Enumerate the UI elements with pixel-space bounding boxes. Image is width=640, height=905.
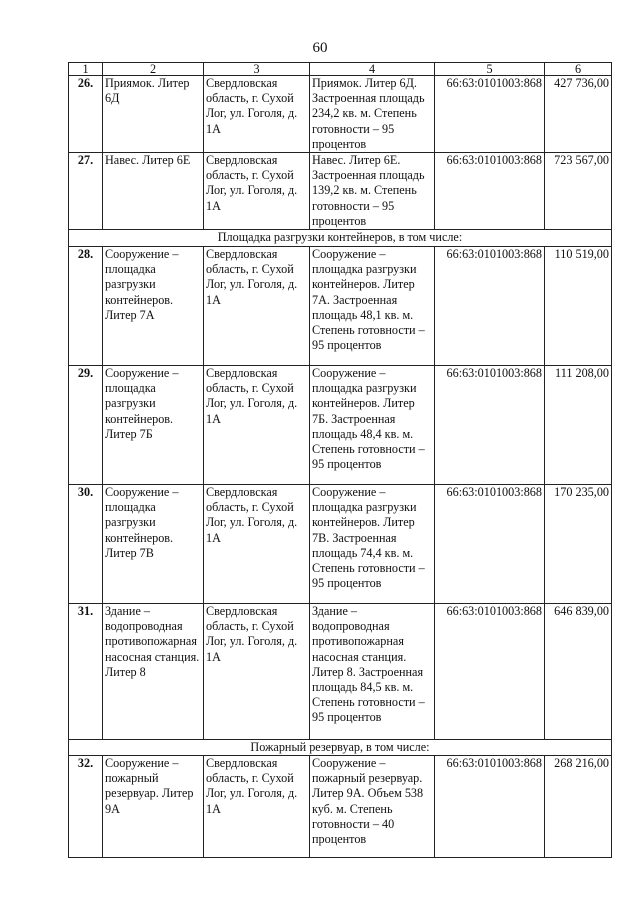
object-address: Свердловская область, г. Сухой Лог, ул. Гоголя, д. 1А <box>204 485 310 604</box>
row-number: 31. <box>69 604 103 740</box>
object-name: Навес. Литер 6Е <box>103 153 204 230</box>
cadastral-number: 66:63:0101003:868 <box>435 604 545 740</box>
book-value: 723 567,00 <box>545 153 612 230</box>
table-body <box>69 63 612 858</box>
object-description: Приямок. Литер 6Д. Застроенная площадь 234,2 кв. м. Степень готовности – 95 процентов <box>310 76 435 153</box>
book-value: 110 519,00 <box>545 247 612 366</box>
object-address: Свердловская область, г. Сухой Лог, ул. Гоголя, д. 1А <box>204 604 310 740</box>
object-description: Сооружение – площадка разгрузки контейнеров. Литер 7В. Застроенная площадь 74,4 кв. м. Степень готовности – 95 процентов <box>310 485 435 604</box>
header-cell: 1 <box>69 63 103 76</box>
book-value: 646 839,00 <box>545 604 612 740</box>
header-cell: 3 <box>204 63 310 76</box>
header-row <box>69 63 612 76</box>
table-row <box>69 604 612 740</box>
section-title: Пожарный резервуар, в том числе: <box>69 740 612 756</box>
section-row <box>69 740 612 756</box>
table-row <box>69 366 612 485</box>
header-cell: 5 <box>435 63 545 76</box>
table-row <box>69 153 612 230</box>
row-number: 26. <box>69 76 103 153</box>
table-row <box>69 756 612 858</box>
row-number: 27. <box>69 153 103 230</box>
object-name: Приямок. Литер 6Д <box>103 76 204 153</box>
row-number: 32. <box>69 756 103 858</box>
object-name: Сооружение – пожарный резервуар. Литер 9А <box>103 756 204 858</box>
cadastral-number: 66:63:0101003:868 <box>435 366 545 485</box>
header-cell: 2 <box>103 63 204 76</box>
cadastral-number: 66:63:0101003:868 <box>435 76 545 153</box>
object-address: Свердловская область, г. Сухой Лог, ул. Гоголя, д. 1А <box>204 76 310 153</box>
object-description: Здание – водопроводная противопожарная насосная станция. Литер 8. Застроенная площадь 84,5 кв. м. Степень готовности – 95 процентов <box>310 604 435 740</box>
object-address: Свердловская область, г. Сухой Лог, ул. Гоголя, д. 1А <box>204 153 310 230</box>
cadastral-number: 66:63:0101003:868 <box>435 756 545 858</box>
object-description: Сооружение – пожарный резервуар. Литер 9А. Объем 538 куб. м. Степень готовности – 40 процентов <box>310 756 435 858</box>
row-number: 30. <box>69 485 103 604</box>
object-description: Сооружение – площадка разгрузки контейнеров. Литер 7А. Застроенная площадь 48,1 кв. м. Степень готовности – 95 процентов <box>310 247 435 366</box>
object-address: Свердловская область, г. Сухой Лог, ул. Гоголя, д. 1А <box>204 756 310 858</box>
page-number: 60 <box>312 40 328 56</box>
row-number: 28. <box>69 247 103 366</box>
section-row <box>69 230 612 247</box>
object-name: Сооружение – площадка разгрузки контейнеров. Литер 7В <box>103 485 204 604</box>
object-name: Сооружение – площадка разгрузки контейнеров. Литер 7А <box>103 247 204 366</box>
row-number: 29. <box>69 366 103 485</box>
book-value: 170 235,00 <box>545 485 612 604</box>
table-row <box>69 247 612 366</box>
object-address: Свердловская область, г. Сухой Лог, ул. Гоголя, д. 1А <box>204 247 310 366</box>
book-value: 111 208,00 <box>545 366 612 485</box>
object-name: Здание – водопроводная противопожарная насосная станция. Литер 8 <box>103 604 204 740</box>
property-table <box>68 62 612 858</box>
object-description: Навес. Литер 6Е. Застроенная площадь 139,2 кв. м. Степень готовности – 95 процентов <box>310 153 435 230</box>
section-title: Площадка разгрузки контейнеров, в том числе: <box>69 230 612 247</box>
header-cell: 4 <box>310 63 435 76</box>
object-description: Сооружение – площадка разгрузки контейнеров. Литер 7Б. Застроенная площадь 48,4 кв. м. Степень готовности – 95 процентов <box>310 366 435 485</box>
cadastral-number: 66:63:0101003:868 <box>435 247 545 366</box>
book-value: 427 736,00 <box>545 76 612 153</box>
book-value: 268 216,00 <box>545 756 612 858</box>
cadastral-number: 66:63:0101003:868 <box>435 153 545 230</box>
table-row <box>69 485 612 604</box>
object-address: Свердловская область, г. Сухой Лог, ул. Гоголя, д. 1А <box>204 366 310 485</box>
header-cell: 6 <box>545 63 612 76</box>
cadastral-number: 66:63:0101003:868 <box>435 485 545 604</box>
table-row <box>69 76 612 153</box>
object-name: Сооружение – площадка разгрузки контейнеров. Литер 7Б <box>103 366 204 485</box>
